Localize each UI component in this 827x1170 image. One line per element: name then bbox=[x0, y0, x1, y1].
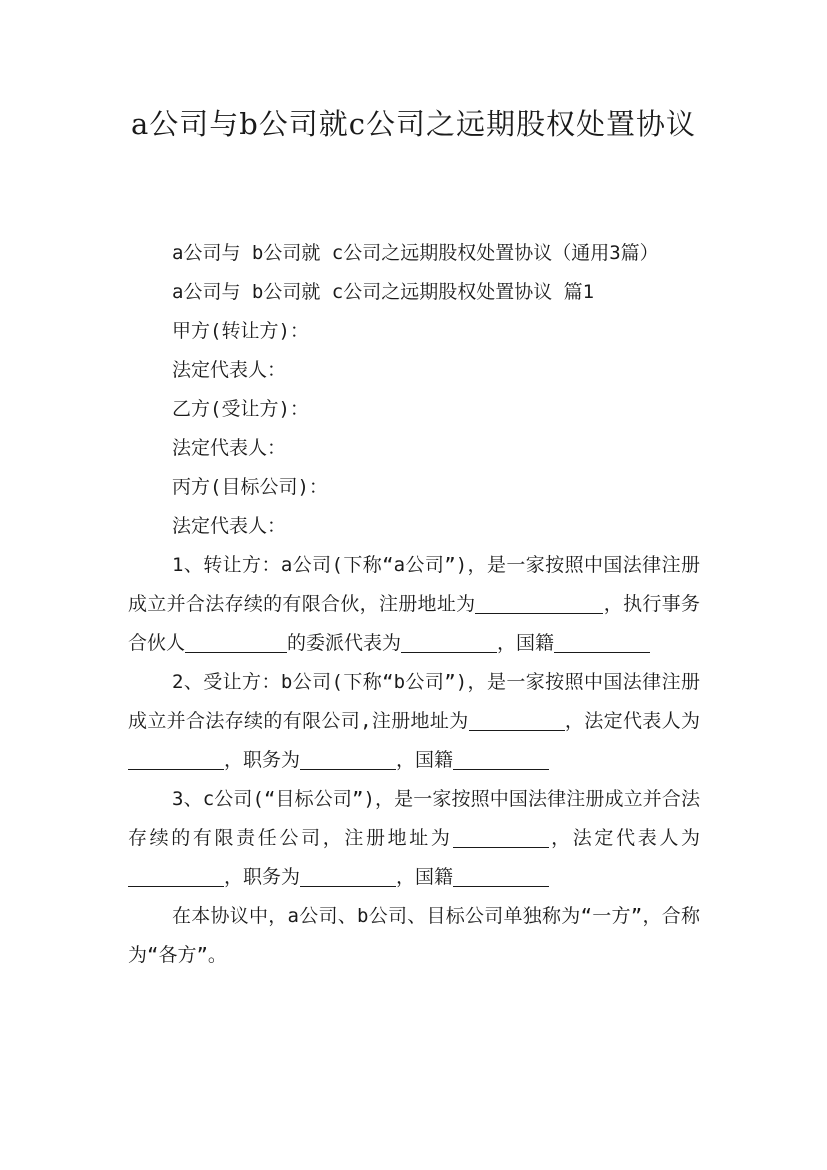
clause-2-text-d: ，国籍 bbox=[396, 749, 454, 771]
clause-1-text-b: ，执行事务合伙人 bbox=[128, 593, 700, 654]
clause-3 bbox=[128, 780, 700, 897]
clause-2 bbox=[128, 663, 700, 780]
definition-paragraph: 在本协议中，a公司、b公司、目标公司单独称为“一方”，合称为“各方”。 bbox=[128, 905, 700, 966]
blank-field bbox=[453, 825, 549, 848]
clause-1-text-c: 的委派代表为 bbox=[287, 632, 402, 654]
blank-field bbox=[475, 591, 603, 614]
document-title: a公司与b公司就c公司之远期股权处置协议 bbox=[130, 107, 697, 141]
section-heading: a公司与 b公司就 c公司之远期股权处置协议 篇1 bbox=[172, 281, 595, 303]
clause-1-text-a: 1、转让方：a公司(下称“a公司”)，是一家按照中国法律注册成立并合法存续的有限合伙，注册地址为 bbox=[128, 554, 700, 615]
clause-2-text-c: ，职务为 bbox=[224, 749, 301, 771]
clause-3-text-c: ，职务为 bbox=[224, 866, 301, 888]
blank-field bbox=[554, 630, 650, 653]
clause-3-text-b: ，法定代表人为 bbox=[548, 827, 700, 849]
blank-field bbox=[128, 864, 224, 887]
blank-field bbox=[300, 864, 396, 887]
party-a-line: 甲方(转让方)： bbox=[172, 320, 309, 342]
party-b-representative-line: 法定代表人： bbox=[172, 437, 287, 459]
blank-field bbox=[469, 708, 565, 731]
party-a-representative-line: 法定代表人： bbox=[172, 359, 287, 381]
party-c-representative-line: 法定代表人： bbox=[172, 515, 287, 537]
blank-field bbox=[128, 747, 224, 770]
clause-1 bbox=[128, 546, 700, 663]
clause-2-text-a: 2、受让方：b公司(下称“b公司”)，是一家按照中国法律注册成立并合法存续的有限公司,注册地址为 bbox=[128, 671, 700, 732]
blank-field bbox=[300, 747, 396, 770]
intro-paragraph: a公司与 b公司就 c公司之远期股权处置协议（通用3篇） bbox=[172, 242, 659, 264]
blank-field bbox=[453, 747, 549, 770]
clause-2-text-b: ，法定代表人为 bbox=[564, 710, 700, 732]
party-b-line: 乙方(受让方)： bbox=[172, 398, 309, 420]
blank-field bbox=[401, 630, 497, 653]
document-body bbox=[128, 234, 700, 975]
clause-3-text-a: 3、c公司(“目标公司”)，是一家按照中国法律注册成立并合法存续的有限责任公司，注册地址为 bbox=[128, 788, 700, 849]
party-c-line: 丙方(目标公司)： bbox=[172, 476, 328, 498]
blank-field bbox=[185, 630, 287, 653]
blank-field bbox=[453, 864, 549, 887]
clause-1-text-d: ，国籍 bbox=[497, 632, 555, 654]
clause-3-text-d: ，国籍 bbox=[396, 866, 454, 888]
